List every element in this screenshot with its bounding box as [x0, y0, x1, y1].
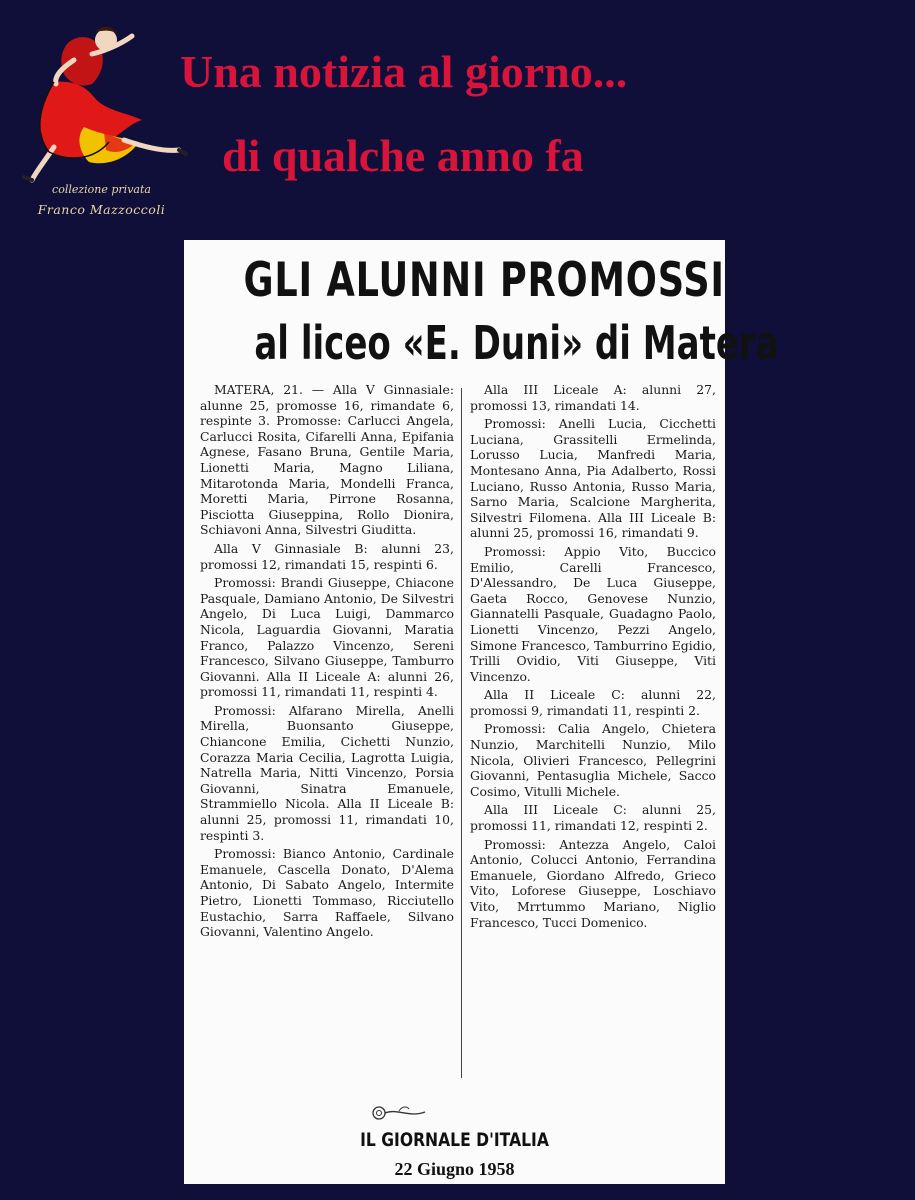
article-headline: GLI ALUNNI PROMOSSI	[243, 253, 725, 308]
logo-caption-collection: collezione privata	[52, 183, 151, 196]
publication-date: 22 Giugno 1958	[394, 1159, 515, 1179]
logo-collezione-privata	[14, 12, 189, 227]
page-title-line1: Una notizia al giorno...	[180, 46, 628, 97]
article-paragraph: Alla III Liceale A: alunni 27, promossi 13, rimandati 14.	[470, 382, 716, 413]
article-paragraph: MATERA, 21. — Alla V Ginnasiale: alunne 25, promosse 16, rimandate 6, respinte 3. Promosse: Carlucci Angela, Carlucci Rosita, Cifarelli Anna, Epifania Agnese, Fasano Bruna, Gentile Maria, Lionetti Maria, Magno Liliana, Mitarotonda Maria, Mondelli Franca, Moretti Maria, Pirrone Rosanna, Pisciotta Giuseppina, Rollo Dionira, Schiavoni Anna, Silvestri Giuditta.	[200, 382, 454, 538]
page-title-line2: di qualche anno fa	[222, 130, 584, 181]
article-paragraph: Alla V Ginnasiale B: alunni 23, promossi 12, rimandati 15, respinti 6.	[200, 540, 454, 572]
newspaper-source: IL GIORNALE D'ITALIA	[360, 1129, 549, 1151]
article-paragraph: Promossi: Bianco Antonio, Cardinale Emanuele, Cascella Donato, D'Alema Antonio, Di Sabato Angelo, Intermite Pietro, Lionetti Tommaso, Ricciutello Eustachio, Sarra Raffaele, Silvano Giovanni, Valentino Angelo.	[200, 846, 454, 940]
logo-caption	[14, 180, 189, 220]
logo-caption-owner: Franco Mazzoccoli	[37, 202, 166, 217]
column-divider	[461, 388, 462, 1078]
article-paragraph: Promossi: Appio Vito, Buccico Emilio, Carelli Francesco, D'Alessandro, De Luca Giuseppe, Gaeta Rocco, Genovese Nunzio, Giannatelli Pasquale, Guadagno Paolo, Lionetti Vincenzo, Pezzi Angelo, Simone Francesco, Tamburrino Egidio, Trilli Ovidio, Viti Giuseppe, Viti Vincenzo.	[470, 543, 716, 684]
article-paragraph: Alla II Liceale C: alunni 22, promossi 9, rimandati 11, respinti 2.	[470, 687, 716, 718]
flower-ornament-icon	[369, 1102, 429, 1124]
article-paragraph: Alla III Liceale C: alunni 25, promossi 11, rimandati 12, respinti 2.	[470, 802, 716, 834]
article-paragraph: Promossi: Alfarano Mirella, Anelli Mirella, Buonsanto Giuseppe, Chiancone Emilia, Cichetti Nunzio, Corazza Maria Cecilia, Lagrotta Luigia, Natrella Maria, Nitti Vincenzo, Porsia Giovanni, Sinatra Emanuele, Strammiello Nicola. Alla II Liceale B: alunni 25, promossi 11, rimandati 10, respinti 3.	[200, 702, 454, 843]
article-paragraph: Promossi: Calia Angelo, Chietera Nunzio, Marchitelli Nunzio, Milo Nicola, Olivieri Francesco, Pellegrini Giovanni, Pentasuglia Michele, Sacco Cosimo, Vitulli Michele.	[470, 721, 716, 799]
article-column-right	[470, 382, 716, 933]
article-column-left	[200, 382, 454, 943]
newspaper-clipping	[184, 240, 779, 1184]
article-subheadline: al liceo «E. Duni» di Matera	[254, 316, 779, 370]
article-paragraph: Promossi: Anelli Lucia, Cicchetti Luciana, Grassitelli Ermelinda, Lorusso Lucia, Manfredi Maria, Montesano Anna, Pia Adalberto, Rossi Luciano, Russo Antonia, Russo Maria, Sarno Maria, Scalcione Margherita, Silvestri Filomena. Alla III Liceale B: alunni 25, promossi 16, rimandati 9.	[470, 416, 716, 541]
dancer-logo-icon	[14, 12, 189, 182]
article-paragraph: Promossi: Antezza Angelo, Caloi Antonio, Colucci Antonio, Ferrandina Emanuele, Giordano Alfredo, Grieco Vito, Loforese Giuseppe, Loschiavo Vito, Mrrtummo Mariano, Niglio Francesco, Tucci Domenico.	[470, 836, 716, 930]
article-paragraph: Promossi: Brandi Giuseppe, Chiacone Pasquale, Damiano Antonio, De Silvestri Angelo, Di Luca Luigi, Dammarco Nicola, Laguardia Giovanni, Maratia Franco, Palazzo Vincenzo, Sereni Francesco, Silvano Giuseppe, Tamburro Giovanni. Alla II Liceale A: alunni 26, promossi 11, rimandati 11, respinti 4.	[200, 575, 454, 700]
